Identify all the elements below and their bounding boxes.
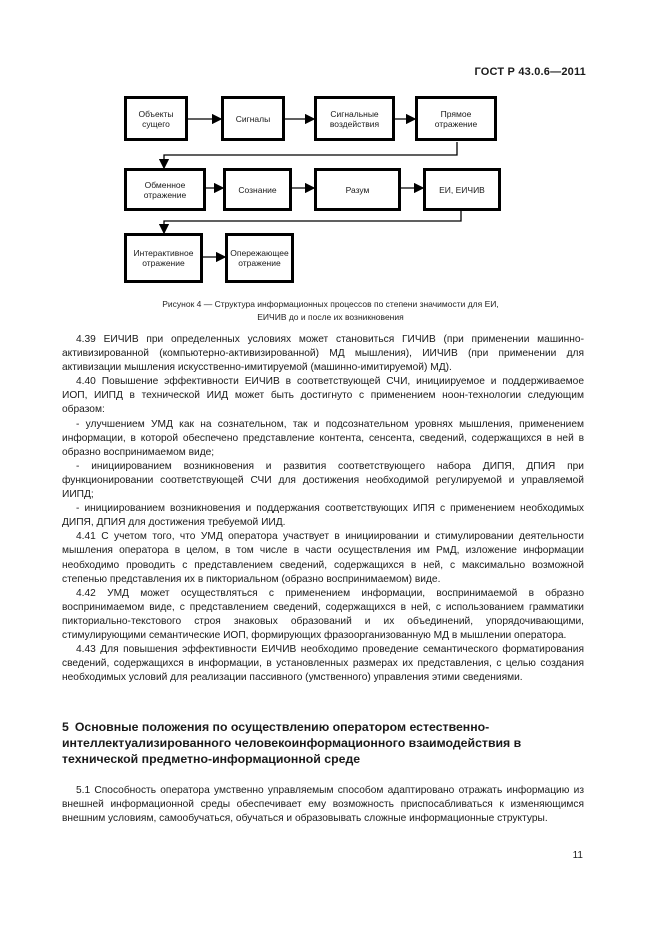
paragraph-4-42: 4.42 УМД может осуществляться с применением информации, воспринимаемой в образно воспринимаемом виде, с представлением сведений, содержащихся в ней, с использованием грамматики пикториально-текстового строя знаковых образований и их объединений, упорядочивающими, стимулирующими семантические ИОП, формирующих фразоорганизованную МД в мышлении оператора. xyxy=(62,587,584,641)
box-exchange-reflection: Обменное отражение xyxy=(124,168,206,211)
box-reason: Разум xyxy=(314,168,401,211)
section-number: 5 xyxy=(62,720,69,734)
document-id: ГОСТ Р 43.0.6—2011 xyxy=(474,66,586,78)
diagram-connectors xyxy=(0,0,661,300)
arrow-4 xyxy=(164,142,457,168)
caption-line-1: Рисунок 4 — Структура информационных процессов по степени значимости для ЕИ, xyxy=(162,299,499,309)
body-text xyxy=(62,333,584,685)
section-body-text xyxy=(62,784,584,826)
list-item: - инициированием возникновения и поддержания соответствующих ИПЯ с применением необходимых ДИПЯ, ДПИЯ для достижения требуемой ИИД. xyxy=(62,503,584,529)
box-interactive-reflection: Интерактивное отражение xyxy=(124,233,203,283)
paragraph-4-39: 4.39 ЕИЧИВ при определенных условиях может становиться ГИЧИВ (при применении машинно-активизированной (компьютерно-активизированной) МД мышления), ИИЧИВ (при применении для активизации мышления искусственно-имитируемой (машинно-имитируемой) МД). xyxy=(62,334,584,374)
paragraph-4-40: 4.40 Повышение эффективности ЕИЧИВ в соответствующей СЧИ, инициируемое и поддерживаемое ИОП, ИИПД в технической ИИД может быть достигнуто с применением ноон-технологии следующим образом: xyxy=(62,376,584,416)
page-number: 11 xyxy=(572,850,583,861)
section-title: Основные положения по осуществлению оператором естественно-интеллектуализированного человекоинформационного взаимодействия в технической предметно-информационной среде xyxy=(62,720,522,767)
arrow-8 xyxy=(164,210,461,233)
list-item: - инициированием возникновения и развития соответствующего набора ДИПЯ, ДПИЯ при функционировании соответствующей СЧИ для достижения необходимой регулируемой и управляемой ИИПД; xyxy=(62,460,584,501)
section-heading xyxy=(62,719,584,768)
box-objects: Объекты сущего xyxy=(124,96,188,141)
box-anticipatory-reflection: Опережающее отражение xyxy=(225,233,294,283)
paragraph-4-41: 4.41 С учетом того, что УМД оператора участвует в инициировании и стимулировании деятельности мышления оператора в целом, в том числе в части осуществления им РмД, изложение информации необходимо проводить с представлением сведений, содержащихся в ней, с максимально возможной степенью представления их в пикториальном (образно воспринимаемом) виде. xyxy=(62,531,584,585)
box-direct-reflection: Прямое отражение xyxy=(415,96,497,141)
paragraph-5-1: 5.1 Способность оператора умственно управляемым способом адаптировано отражать информацию из внешней информационной среды обеспечивает ему возможность приспосабливаться к изменяющимся внешним условиям, самообучаться, обучаться и образовывать сложные информационные структуры. xyxy=(62,785,584,825)
list-item: - улучшением УМД как на сознательном, так и подсознательном уровнях мышления, применением информации, в которой обеспечено представление контента, сенсента, сведений, содержащихся в ней в образно воспринимаемом виде; xyxy=(62,418,584,458)
box-signals: Сигналы xyxy=(221,96,285,141)
process-structure-diagram xyxy=(0,0,661,300)
paragraph-4-43: 4.43 Для повышения эффективности ЕИЧИВ необходимо проведение семантического форматирования сведений, содержащихся в информации, в установленных размерах их представления, с целью создания необходимых условий для реализации пассивного (умственного) управления этими сведениями. xyxy=(62,644,584,684)
figure-caption xyxy=(0,298,661,324)
box-consciousness: Сознание xyxy=(223,168,292,211)
box-ei-eichiv: ЕИ, ЕИЧИВ xyxy=(423,168,501,211)
caption-line-2: ЕИЧИВ до и после их возникновения xyxy=(257,312,404,322)
box-signal-effects: Сигнальные воздействия xyxy=(314,96,395,141)
